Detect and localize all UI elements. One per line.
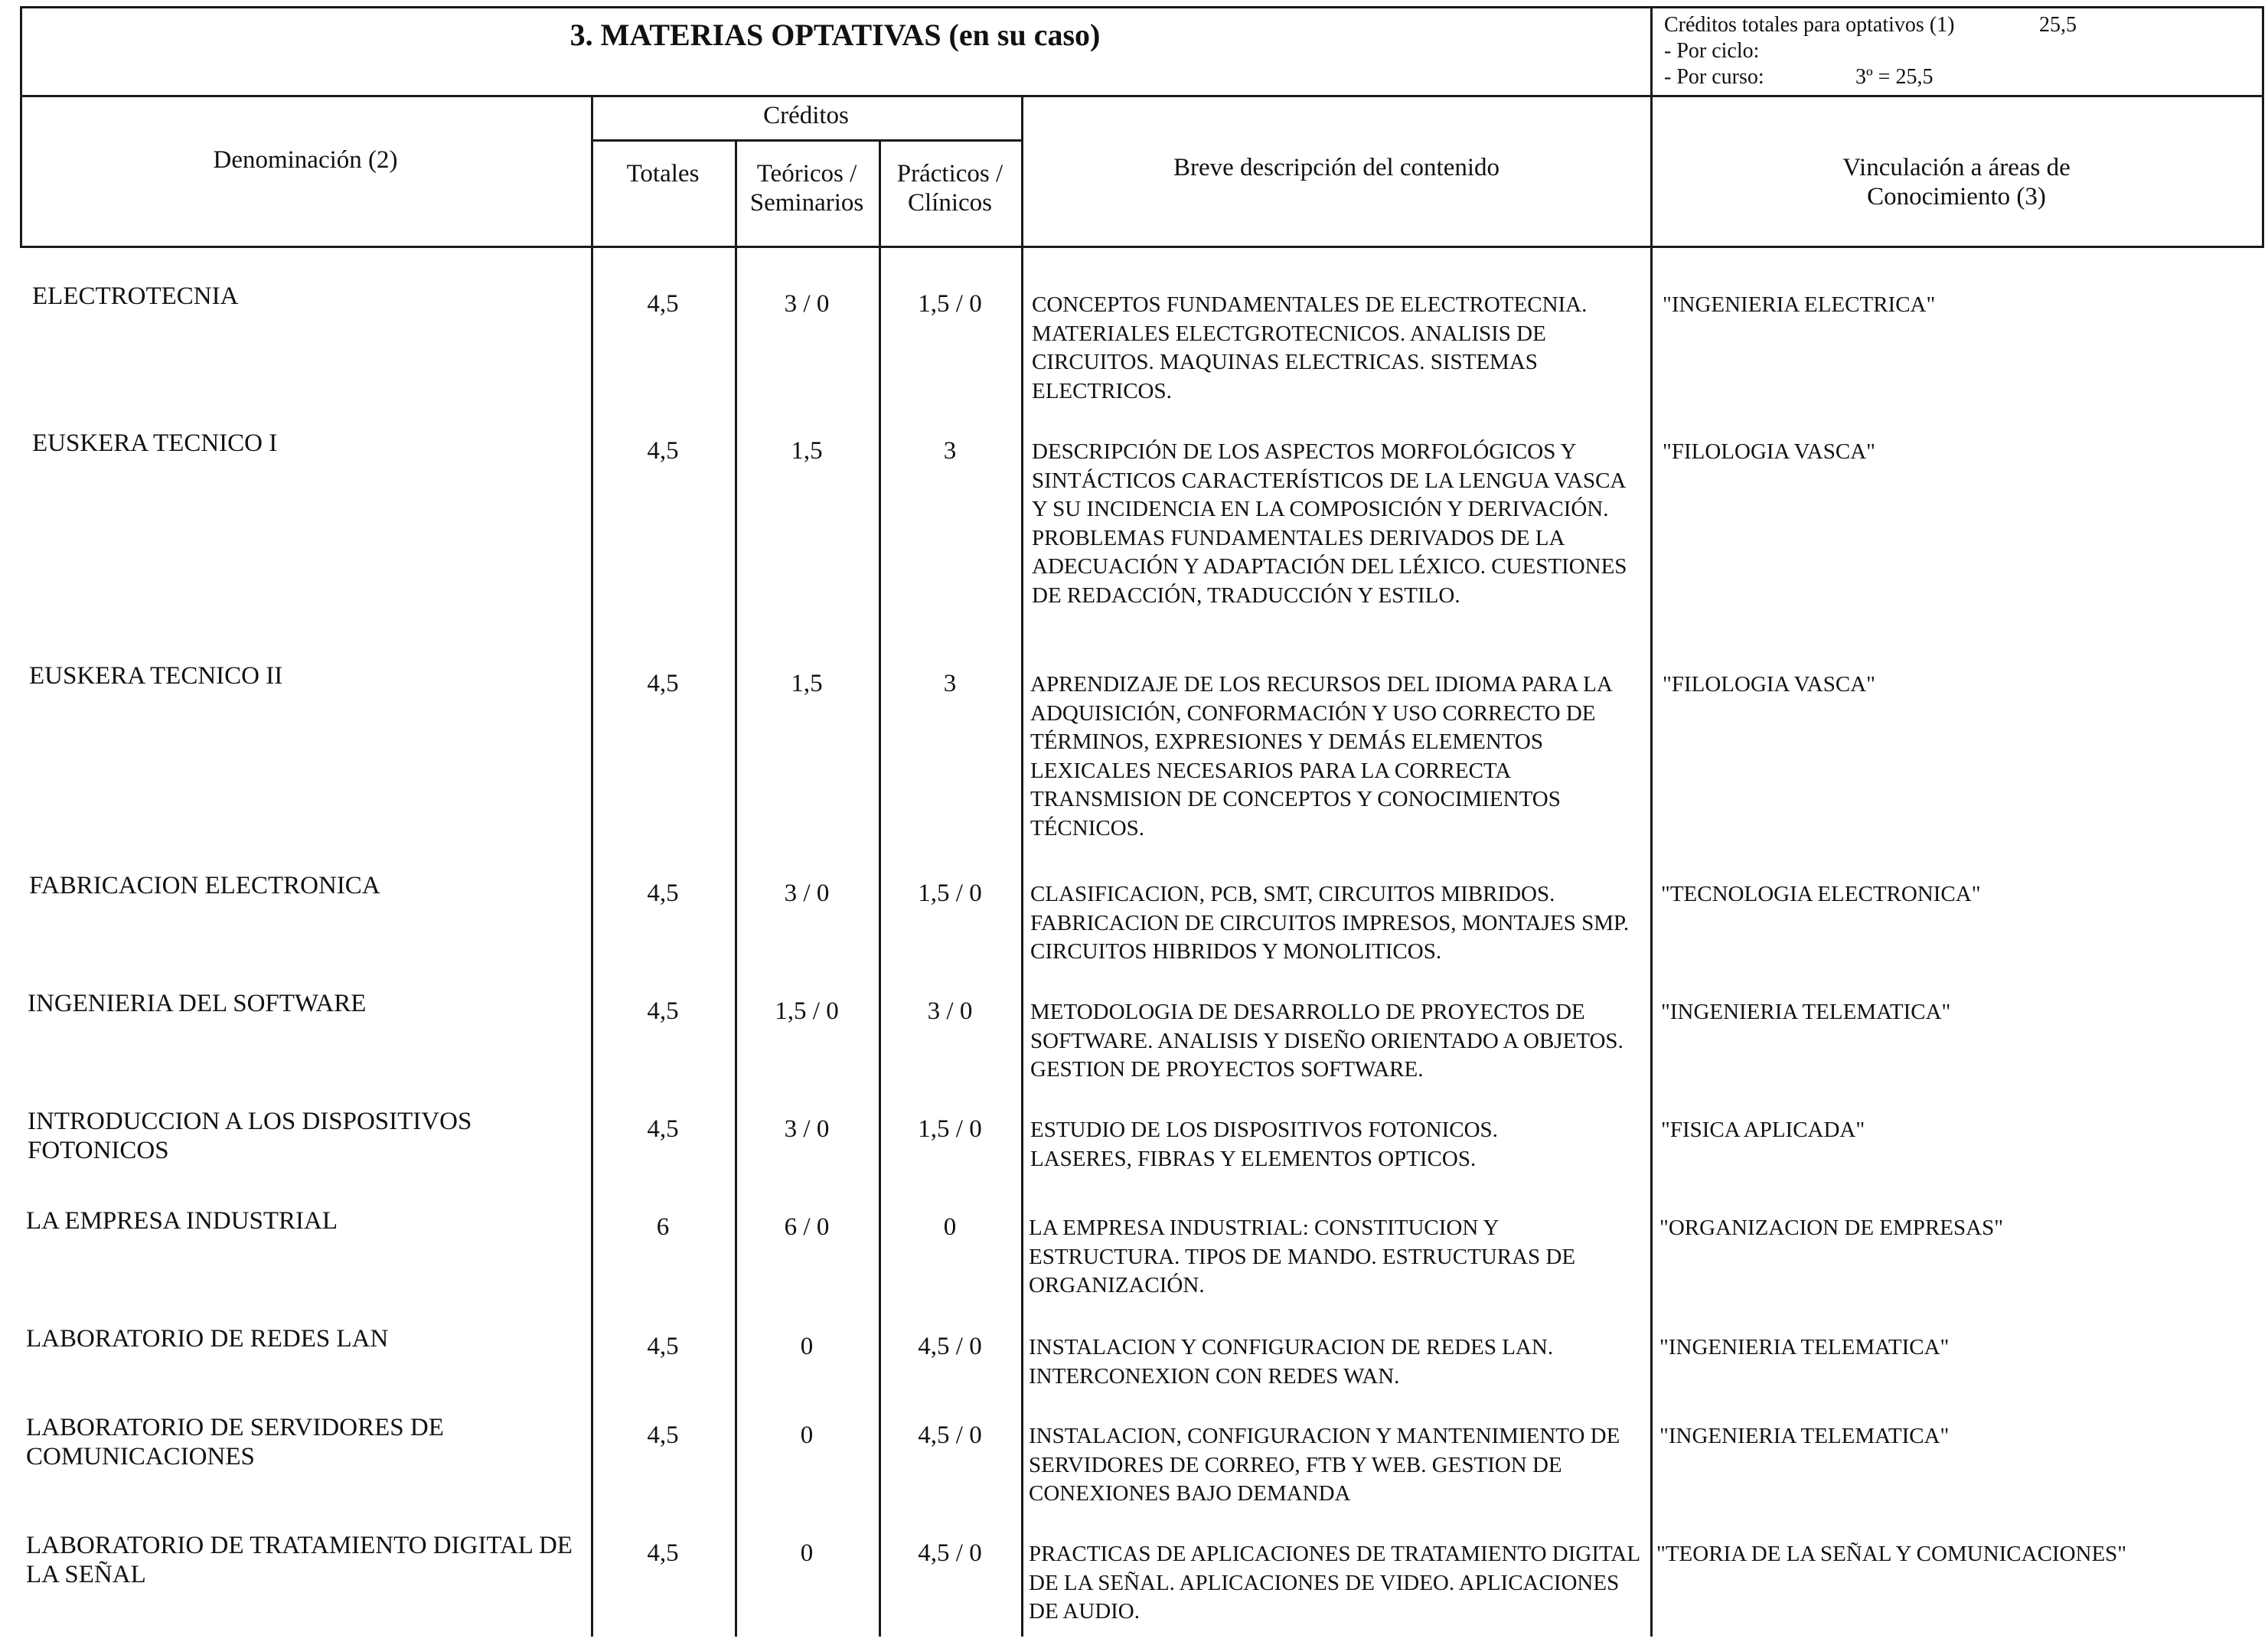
row-teoricos: 6 / 0 — [784, 1213, 830, 1241]
row-area: "INGENIERIA TELEMATICA" — [1659, 1335, 1950, 1359]
row-practicos: 4,5 / 0 — [918, 1421, 982, 1449]
row-totales: 4,5 — [647, 880, 679, 907]
summary-curso-label: - Por curso: — [1664, 65, 1764, 89]
row-teoricos: 0 — [800, 1539, 814, 1567]
header-practicos: Prácticos / Clínicos — [896, 160, 1003, 217]
row-name: INGENIERIA DEL SOFTWARE — [28, 990, 367, 1017]
row-teoricos: 3 / 0 — [784, 880, 830, 907]
row-totales: 4,5 — [647, 1333, 679, 1360]
row-practicos: 1,5 / 0 — [918, 290, 982, 318]
row-descripcion: METODOLOGIA DE DESARROLLO DE PROYECTOS DE SOFTWARE. ANALISIS Y DISEÑO ORIENTADO A OBJETOS. GESTION DE PROYECTOS SOFTWARE. — [1030, 1000, 1623, 1082]
table-right-border — [2262, 6, 2264, 248]
row-name: LABORATORIO DE REDES LAN — [26, 1325, 389, 1353]
summary-ciclo-label: - Por ciclo: — [1664, 39, 1760, 63]
page-title: 3. MATERIAS OPTATIVAS (en su caso) — [569, 18, 1101, 52]
row-descripcion: LA EMPRESA INDUSTRIAL: CONSTITUCION Y ESTRUCTURA. TIPOS DE MANDO. ESTRUCTURAS DE ORGANIZACIÓN. — [1029, 1216, 1576, 1297]
creditos-divider — [591, 139, 1021, 142]
row-area: "FISICA APLICADA" — [1661, 1118, 1865, 1142]
row-totales: 4,5 — [647, 997, 679, 1025]
row-totales: 4,5 — [647, 290, 679, 318]
row-area: "INGENIERIA ELECTRICA" — [1663, 292, 1936, 317]
title-bottom-border — [20, 95, 2264, 97]
row-name: EUSKERA TECNICO II — [29, 662, 283, 690]
header-creditos: Créditos — [763, 102, 849, 129]
row-teoricos: 0 — [800, 1421, 814, 1449]
row-totales: 4,5 — [647, 1115, 679, 1143]
header-bottom-border — [20, 246, 2264, 248]
header-descripcion: Breve descripción del contenido — [1173, 154, 1500, 181]
row-teoricos: 3 / 0 — [784, 290, 830, 318]
row-totales: 4,5 — [647, 670, 679, 697]
row-teoricos: 1,5 — [791, 437, 823, 465]
row-area: "INGENIERIA TELEMATICA" — [1661, 1000, 1951, 1024]
row-totales: 6 — [656, 1213, 670, 1241]
summary-divider — [1650, 6, 1653, 248]
row-teoricos: 1,5 — [791, 670, 823, 697]
header-vinculacion: Vinculación a áreas de Conocimiento (3) — [1842, 154, 2071, 211]
row-practicos: 3 / 0 — [927, 997, 973, 1025]
row-descripcion: APRENDIZAJE DE LOS RECURSOS DEL IDIOMA PARA LA ADQUISICIÓN, CONFORMACIÓN Y USO CORRECTO DE TÉRMINOS, EXPRESIONES Y DEMÁS ELEMENTOS LEXICALES NECESARIOS PARA LA CORRECTA TRANSMISION DE CONCEPTOS Y CONOCIMIENTOS TÉCNICOS. — [1030, 672, 1612, 840]
row-totales: 4,5 — [647, 1539, 679, 1567]
row-name: FABRICACION ELECTRONICA — [29, 872, 380, 899]
row-area: "ORGANIZACION DE EMPRESAS" — [1659, 1216, 2004, 1240]
row-teoricos: 3 / 0 — [784, 1115, 830, 1143]
row-descripcion: CLASIFICACION, PCB, SMT, CIRCUITOS MIBRIDOS. FABRICACION DE CIRCUITOS IMPRESOS, MONTAJES SMP. CIRCUITOS HIBRIDOS Y MONOLITICOS. — [1030, 882, 1630, 964]
row-descripcion: DESCRIPCIÓN DE LOS ASPECTOS MORFOLÓGICOS Y SINTÁCTICOS CARACTERÍSTICOS DE LA LENGUA VASCA Y SU INCIDENCIA EN LA COMPOSICIÓN Y DERIVACIÓN. PROBLEMAS FUNDAMENTALES DERIVADOS DE LA ADECUACIÓN Y ADAPTACIÓN DEL LÉXICO. CUESTIONES DE REDACCIÓN, TRADUCCIÓN Y ESTILO. — [1032, 439, 1627, 608]
row-practicos: 0 — [943, 1213, 957, 1241]
row-practicos: 1,5 / 0 — [918, 880, 982, 907]
document-table — [20, 6, 2264, 1637]
row-totales: 4,5 — [647, 437, 679, 465]
col-divider-4 — [1021, 95, 1023, 1637]
row-descripcion: ESTUDIO DE LOS DISPOSITIVOS FOTONICOS. LASERES, FIBRAS Y ELEMENTOS OPTICOS. — [1030, 1118, 1498, 1171]
row-practicos: 1,5 / 0 — [918, 1115, 982, 1143]
col-divider-1 — [591, 95, 593, 1637]
summary-total-value: 25,5 — [2039, 13, 2077, 37]
table-top-border — [20, 6, 2264, 8]
row-name: ELECTROTECNIA — [32, 282, 239, 310]
col-divider-5 — [1650, 248, 1653, 1637]
row-area: "INGENIERIA TELEMATICA" — [1659, 1424, 1950, 1448]
row-practicos: 3 — [943, 437, 957, 465]
row-descripcion: CONCEPTOS FUNDAMENTALES DE ELECTROTECNIA. MATERIALES ELECTGROTECNICOS. ANALISIS DE CIRCUITOS. MAQUINAS ELECTRICAS. SISTEMAS ELECTRICOS. — [1032, 292, 1588, 403]
row-name: LABORATORIO DE SERVIDORES DE COMUNICACIONES — [26, 1414, 444, 1470]
row-area: "FILOLOGIA VASCA" — [1663, 439, 1876, 464]
row-area: "TEORIA DE LA SEÑAL Y COMUNICACIONES" — [1656, 1542, 2127, 1566]
row-name: EUSKERA TECNICO I — [32, 429, 278, 457]
row-area: "FILOLOGIA VASCA" — [1663, 672, 1876, 697]
row-teoricos: 0 — [800, 1333, 814, 1360]
summary-curso-value: 3º = 25,5 — [1855, 65, 1934, 89]
summary-total-label: Créditos totales para optativos (1) — [1664, 13, 1955, 37]
row-area: "TECNOLOGIA ELECTRONICA" — [1661, 882, 1981, 906]
header-totales: Totales — [626, 160, 700, 188]
row-descripcion: PRACTICAS DE APLICACIONES DE TRATAMIENTO DIGITAL DE LA SEÑAL. APLICACIONES DE VIDEO. APLICACIONES DE AUDIO. — [1029, 1542, 1640, 1624]
row-practicos: 3 — [943, 670, 957, 697]
row-teoricos: 1,5 / 0 — [775, 997, 839, 1025]
row-descripcion: INSTALACION Y CONFIGURACION DE REDES LAN. INTERCONEXION CON REDES WAN. — [1029, 1335, 1554, 1389]
row-totales: 4,5 — [647, 1421, 679, 1449]
row-practicos: 4,5 / 0 — [918, 1539, 982, 1567]
row-name: LA EMPRESA INDUSTRIAL — [26, 1207, 338, 1235]
row-name: LABORATORIO DE TRATAMIENTO DIGITAL DE LA SEÑAL — [26, 1532, 573, 1588]
row-name: INTRODUCCION A LOS DISPOSITIVOS FOTONICOS — [28, 1108, 472, 1164]
credits-summary — [1664, 12, 2077, 90]
row-practicos: 4,5 / 0 — [918, 1333, 982, 1360]
header-denominacion: Denominación (2) — [213, 146, 398, 174]
header-teoricos: Teóricos / Seminarios — [749, 160, 864, 217]
row-descripcion: INSTALACION, CONFIGURACION Y MANTENIMIENTO DE SERVIDORES DE CORREO, FTB Y WEB. GESTION DE CONEXIONES BAJO DEMANDA — [1029, 1424, 1620, 1506]
